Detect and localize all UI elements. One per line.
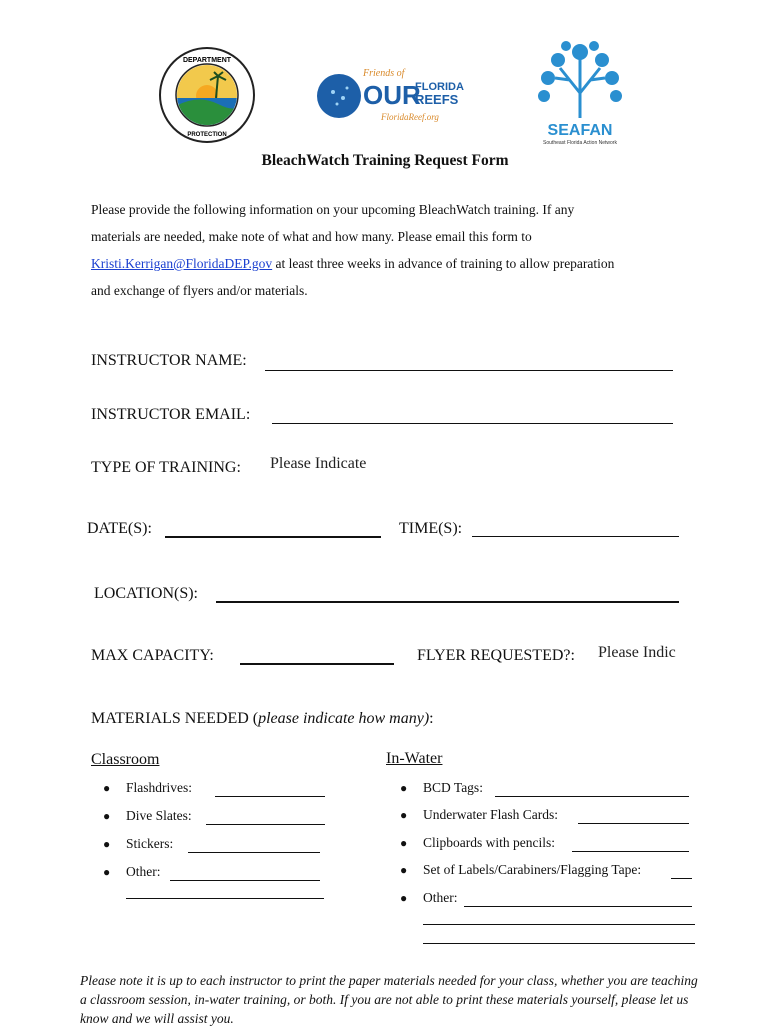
flyer-requested-dropdown[interactable]: Please Indic [598, 644, 676, 661]
flashdrives-field[interactable] [215, 782, 325, 797]
type-of-training-dropdown[interactable]: Please Indicate [270, 455, 367, 472]
svg-text:DEPARTMENT: DEPARTMENT [182, 57, 232, 64]
clipboards-label: Clipboards with pencils: [423, 835, 555, 850]
dates-field[interactable] [165, 522, 381, 538]
stickers-label: Stickers: [126, 836, 174, 851]
svg-text:FLORIDA: FLORIDA [415, 81, 464, 93]
seafan-logo [530, 38, 630, 150]
classroom-other-field[interactable] [170, 866, 320, 881]
materials-heading: MATERIALS NEEDED (please indicate how many): [91, 710, 434, 727]
times-field[interactable] [472, 522, 679, 537]
bullet-icon: ● [400, 891, 408, 905]
svg-text:REEFS: REEFS [415, 92, 459, 107]
svg-text:PROTECTION: PROTECTION [187, 132, 227, 138]
classroom-heading: Classroom [91, 751, 160, 768]
locations-label: LOCATION(S): [94, 585, 198, 602]
svg-text:FloridaReef.org: FloridaReef.org [381, 112, 439, 122]
svg-text:SEAFAN: SEAFAN [547, 122, 613, 139]
friends-of-our-florida-reefs-logo [315, 64, 464, 126]
footer-note: Please note it is up to each instructor to print the paper materials needed for your class, whether you are teaching a classroom session, in-water training, or both. If you are not able to print these materials yourself, please let us know and we will assist you. [80, 973, 698, 1026]
labels-carabiners-label: Set of Labels/Carabiners/Flagging Tape: [423, 862, 642, 877]
dates-label: DATE(S): [87, 520, 152, 537]
inwater-other-label: Other: [423, 890, 458, 905]
svg-text:Southeast Florida Action Netwo: Southeast Florida Action Network [543, 140, 617, 146]
times-label: TIME(S): [399, 520, 463, 537]
flash-cards-label: Underwater Flash Cards: [423, 807, 558, 822]
svg-text:OUR: OUR [363, 80, 421, 110]
stickers-field[interactable] [188, 838, 320, 853]
max-capacity-field[interactable] [240, 649, 394, 665]
bullet-icon: ● [400, 808, 408, 822]
classroom-other-field-line-2[interactable] [126, 884, 324, 899]
bcd-tags-field[interactable] [495, 782, 689, 797]
intro-line-4: and exchange of flyers and/or materials. [91, 283, 308, 298]
intro-line-3: Kristi.Kerrigan@FloridaDEP.gov at least three weeks in advance of training to allow preparation [91, 256, 615, 271]
inwater-other-field-line-2[interactable] [423, 910, 695, 925]
bullet-icon: ● [103, 865, 111, 879]
instructor-name-field[interactable] [265, 356, 673, 371]
labels-carabiners-field[interactable] [671, 864, 692, 879]
instructor-email-label: INSTRUCTOR EMAIL: [91, 406, 251, 423]
intro-line-2: materials are needed, make note of what and how many. Please email this form to [91, 229, 532, 244]
classroom-other-label: Other: [126, 864, 161, 879]
bullet-icon: ● [400, 836, 408, 850]
form-title: BleachWatch Training Request Form [261, 152, 509, 169]
svg-text:Friends of: Friends of [363, 68, 405, 79]
fdep-logo [158, 46, 256, 144]
bullet-icon: ● [400, 781, 408, 795]
flash-cards-field[interactable] [578, 809, 689, 824]
intro-line-1: Please provide the following information on your upcoming BleachWatch training. If any [91, 202, 575, 217]
instructor-name-label: INSTRUCTOR NAME: [91, 352, 247, 369]
dive-slates-field[interactable] [206, 810, 325, 825]
locations-field[interactable] [216, 587, 679, 603]
instructor-email-field[interactable] [272, 409, 673, 424]
bullet-icon: ● [103, 781, 111, 795]
inwater-other-field[interactable] [464, 892, 692, 907]
email-link[interactable]: Kristi.Kerrigan@FloridaDEP.gov [91, 256, 273, 271]
inwater-other-field-line-3[interactable] [423, 929, 695, 944]
type-of-training-label: TYPE OF TRAINING: [91, 459, 241, 476]
bullet-icon: ● [103, 809, 111, 823]
bcd-tags-label: BCD Tags: [423, 780, 483, 795]
clipboards-field[interactable] [572, 837, 689, 852]
max-capacity-label: MAX CAPACITY: [91, 647, 214, 664]
bullet-icon: ● [103, 837, 111, 851]
dive-slates-label: Dive Slates: [126, 808, 192, 823]
flyer-requested-label: FLYER REQUESTED?: [417, 647, 575, 664]
in-water-heading: In-Water [386, 750, 443, 767]
flashdrives-label: Flashdrives: [126, 780, 192, 795]
bullet-icon: ● [400, 863, 408, 877]
